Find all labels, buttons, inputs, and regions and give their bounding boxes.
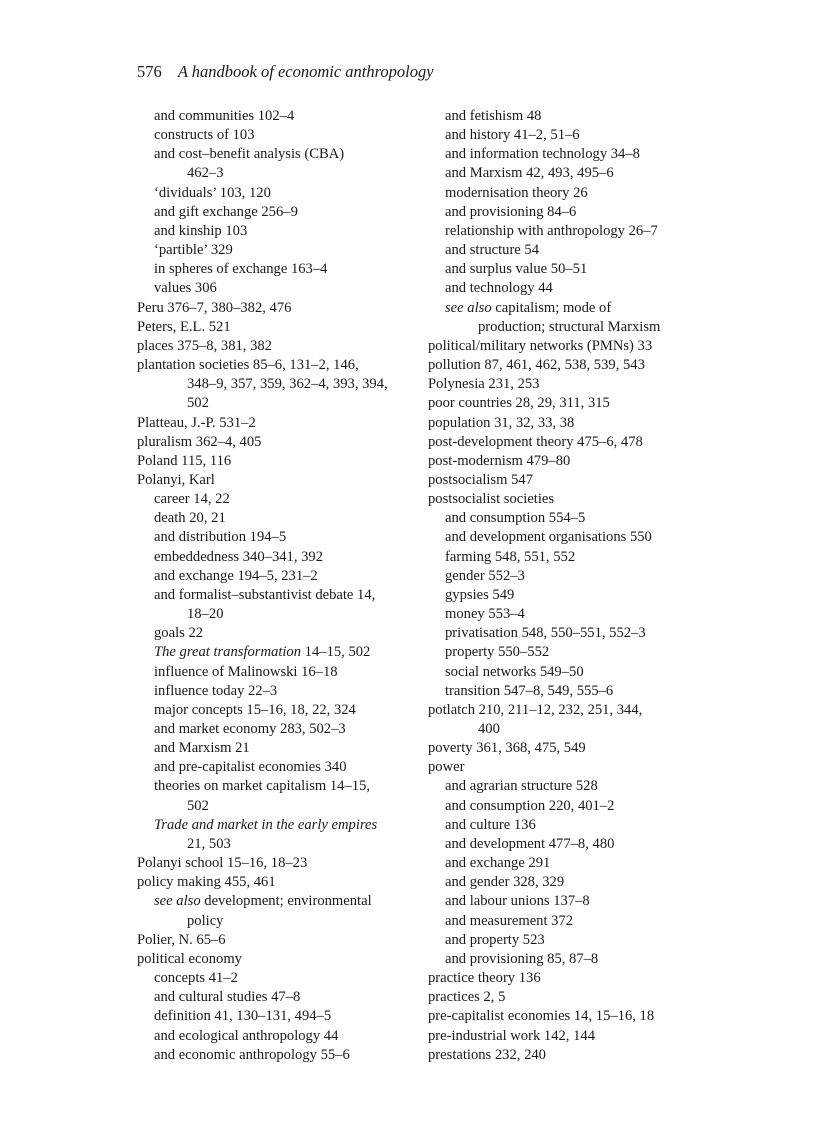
index-entry <box>428 969 700 988</box>
index-entry <box>137 854 412 873</box>
index-subentry <box>428 184 700 203</box>
entry-text: and development 477–8, 480 <box>445 835 615 852</box>
index-subentry <box>428 279 700 298</box>
index-column-right <box>428 107 700 1065</box>
index-entry <box>137 873 412 892</box>
index-subentry <box>428 586 700 605</box>
index-subentry <box>428 643 700 662</box>
entry-text: and history 41–2, 51–6 <box>445 127 580 144</box>
entry-text: development; environmental <box>200 893 372 910</box>
entry-text: pre-industrial work 142, 144 <box>428 1027 595 1044</box>
entry-text: postsocialism 547 <box>428 471 533 488</box>
index-subentry <box>428 107 700 126</box>
entry-text: political economy <box>137 950 242 967</box>
entry-text: and distribution 194–5 <box>154 529 287 546</box>
index-subentry <box>428 777 700 796</box>
entry-text: and market economy 283, 502–3 <box>154 721 346 737</box>
entry-text: goals 22 <box>154 625 204 642</box>
entry-text: gypsies 549 <box>445 586 515 603</box>
index-subentry <box>137 203 412 222</box>
entry-text: 21, 503 <box>187 835 231 852</box>
italic-title: see also <box>445 299 492 316</box>
entry-text: influence of Malinowski 16–18 <box>154 663 338 680</box>
index-entry <box>428 701 700 720</box>
entry-text: ‘dividuals’ 103, 120 <box>154 184 271 201</box>
entry-text: 502 <box>187 395 209 412</box>
entry-text: and economic anthropology 55–6 <box>154 1046 350 1063</box>
index-entry <box>137 337 412 356</box>
index-subentry <box>428 816 700 835</box>
entry-text: pollution 87, 461, 462, 538, 539, 543 <box>428 357 645 374</box>
entry-text: and cultural studies 47–8 <box>154 989 301 1006</box>
index-entry <box>137 318 412 337</box>
index-entry <box>428 1007 700 1026</box>
entry-text: practice theory 136 <box>428 970 541 987</box>
entry-text: prestations 232, 240 <box>428 1046 546 1063</box>
index-entry <box>137 433 412 452</box>
entry-text: influence today 22–3 <box>154 682 278 699</box>
index-subentry <box>137 1046 412 1065</box>
entry-text: and Marxism 42, 493, 495–6 <box>445 165 614 182</box>
index-subentry <box>428 892 700 911</box>
index-subentry <box>428 912 700 931</box>
index-subentry <box>428 950 700 969</box>
index-entry <box>428 988 700 1007</box>
entry-text: plantation societies 85–6, 131–2, 146, <box>137 357 359 374</box>
entry-text: social networks 549–50 <box>445 663 584 680</box>
entry-text: modernisation theory 26 <box>445 184 588 201</box>
entry-text: and consumption 220, 401–2 <box>445 797 615 814</box>
entry-text: major concepts 15–16, 18, 22, 324 <box>154 701 356 718</box>
entry-text: postsocialist societies <box>428 491 555 508</box>
entry-text: power <box>428 759 465 776</box>
index-subentry <box>428 299 700 318</box>
index-subentry <box>137 1007 412 1026</box>
entry-text: potlatch 210, 211–12, 232, 251, 344, <box>428 701 643 718</box>
entry-text: pre-capitalist economies 14, 15–16, 18 <box>428 1008 655 1025</box>
entry-text: and information technology 34–8 <box>445 146 640 163</box>
index-entry <box>137 299 412 318</box>
entry-text: and technology 44 <box>445 280 553 297</box>
entry-text: and consumption 554–5 <box>445 510 586 527</box>
index-continuation <box>428 318 700 337</box>
entry-text: 18–20 <box>187 606 224 623</box>
index-continuation <box>137 605 412 624</box>
entry-text: relationship with anthropology 26–7 <box>445 222 658 239</box>
entry-text: transition 547–8, 549, 555–6 <box>445 682 614 699</box>
entry-text: 348–9, 357, 359, 362–4, 393, 394, <box>187 376 388 393</box>
index-entry <box>137 356 412 375</box>
index-subentry <box>428 663 700 682</box>
index-subentry <box>428 605 700 624</box>
entry-text: ‘partible’ 329 <box>154 242 233 259</box>
italic-title: see also <box>154 893 201 910</box>
entry-text: Platteau, J.-P. 531–2 <box>137 414 256 431</box>
index-subentry <box>428 203 700 222</box>
entry-text: post-modernism 479–80 <box>428 452 571 469</box>
index-subentry <box>137 988 412 1007</box>
index-subentry <box>428 624 700 643</box>
index-entry <box>137 950 412 969</box>
index-entry <box>428 471 700 490</box>
entry-text: embeddedness 340–341, 392 <box>154 548 324 565</box>
page-number: 576 <box>137 62 162 81</box>
index-continuation <box>137 164 412 183</box>
index-subentry <box>428 682 700 701</box>
entry-text: and surplus value 50–51 <box>445 261 588 278</box>
index-entry <box>428 739 700 758</box>
index-entry <box>137 452 412 471</box>
entry-text: policy <box>187 912 224 929</box>
book-title: A handbook of economic anthropology <box>177 62 434 81</box>
entry-text: and gender 328, 329 <box>445 874 565 891</box>
entry-text: in spheres of exchange 163–4 <box>154 261 328 278</box>
index-subentry <box>137 490 412 509</box>
index-entry <box>137 414 412 433</box>
entry-text: property 550–552 <box>445 644 550 661</box>
index-entry <box>137 471 412 490</box>
entry-text: and pre-capitalist economies 340 <box>154 759 347 776</box>
entry-text: constructs of 103 <box>154 127 255 144</box>
index-subentry <box>428 241 700 260</box>
entry-text: 462–3 <box>187 165 224 182</box>
entry-text: and kinship 103 <box>154 222 248 239</box>
entry-text: and property 523 <box>445 931 545 948</box>
index-subentry <box>428 509 700 528</box>
index-subentry <box>428 835 700 854</box>
index-entry <box>428 337 700 356</box>
index-entry <box>428 394 700 413</box>
entry-text: policy making 455, 461 <box>137 874 276 891</box>
entry-text: and structure 54 <box>445 242 540 259</box>
index-entry <box>428 758 700 777</box>
italic-title: The great transformation <box>154 644 302 661</box>
index-subentry <box>137 528 412 547</box>
entry-text: practices 2, 5 <box>428 989 506 1006</box>
entry-text: Polanyi school 15–16, 18–23 <box>137 855 308 872</box>
entry-text: and exchange 194–5, 231–2 <box>154 567 318 584</box>
entry-text: privatisation 548, 550–551, 552–3 <box>445 625 646 642</box>
index-subentry <box>137 260 412 279</box>
index-entry <box>428 414 700 433</box>
index-subentry <box>137 777 412 796</box>
entry-text: 502 <box>187 797 209 814</box>
index-subentry <box>137 892 412 911</box>
index-entry <box>428 433 700 452</box>
index-subentry <box>137 241 412 260</box>
entry-text: theories on market capitalism 14–15, <box>154 778 371 795</box>
entry-text: political/military networks (PMNs) 33 <box>428 337 653 354</box>
entry-text: and fetishism 48 <box>445 108 542 124</box>
index-subentry <box>137 145 412 164</box>
entry-text: Polanyi, Karl <box>137 471 215 488</box>
entry-text: Peru 376–7, 380–382, 476 <box>137 299 292 316</box>
entry-text: farming 548, 551, 552 <box>445 548 576 565</box>
index-subentry <box>137 739 412 758</box>
index-subentry <box>137 643 412 662</box>
italic-title: Trade and market in the early empires <box>154 816 378 833</box>
index-subentry <box>428 528 700 547</box>
index-continuation <box>428 720 700 739</box>
entry-text: and Marxism 21 <box>154 740 250 757</box>
index-entry <box>428 375 700 394</box>
entry-text: post-development theory 475–6, 478 <box>428 433 643 450</box>
entry-text: Polier, N. 65–6 <box>137 931 226 948</box>
entry-text: places 375–8, 381, 382 <box>137 337 272 354</box>
entry-text: death 20, 21 <box>154 510 226 527</box>
index-entry <box>137 931 412 950</box>
entry-text: and communities 102–4 <box>154 108 295 124</box>
entry-text: 400 <box>478 721 500 737</box>
index-subentry <box>428 126 700 145</box>
index-subentry <box>428 164 700 183</box>
index-entry <box>428 452 700 471</box>
entry-text: population 31, 32, 33, 38 <box>428 414 575 431</box>
index-subentry <box>428 145 700 164</box>
index-continuation <box>137 912 412 931</box>
index-subentry <box>137 969 412 988</box>
entry-text: gender 552–3 <box>445 567 525 584</box>
index-subentry <box>137 663 412 682</box>
entry-text: Poland 115, 116 <box>137 452 232 469</box>
index-continuation <box>137 375 412 394</box>
index-entry <box>428 1046 700 1065</box>
index-subentry <box>137 624 412 643</box>
index-subentry <box>137 567 412 586</box>
entry-text: and agrarian structure 528 <box>445 778 598 795</box>
index-continuation <box>137 835 412 854</box>
entry-text: production; structural Marxism <box>478 318 661 335</box>
index-subentry <box>137 682 412 701</box>
index-subentry <box>137 548 412 567</box>
entry-text: 14–15, 502 <box>301 644 371 661</box>
index-subentry <box>137 184 412 203</box>
index-subentry <box>428 931 700 950</box>
index-subentry <box>137 222 412 241</box>
index-subentry <box>428 567 700 586</box>
index-subentry <box>137 816 412 835</box>
index-continuation <box>137 797 412 816</box>
index-subentry <box>137 279 412 298</box>
entry-text: and exchange 291 <box>445 855 551 872</box>
index-subentry <box>137 1027 412 1046</box>
index-entry <box>428 1027 700 1046</box>
index-subentry <box>137 720 412 739</box>
entry-text: capitalism; mode of <box>491 299 612 316</box>
entry-text: and cost–benefit analysis (CBA) <box>154 146 345 163</box>
entry-text: money 553–4 <box>445 606 525 623</box>
entry-text: pluralism 362–4, 405 <box>137 433 262 450</box>
entry-text: definition 41, 130–131, 494–5 <box>154 1008 332 1025</box>
entry-text: and culture 136 <box>445 816 536 833</box>
running-header <box>137 61 434 83</box>
index-subentry <box>137 586 412 605</box>
entry-text: and formalist–substantivist debate 14, <box>154 586 376 603</box>
entry-text: poverty 361, 368, 475, 549 <box>428 740 586 757</box>
index-continuation <box>137 394 412 413</box>
index-entry <box>428 490 700 509</box>
index-column-left <box>137 107 412 1065</box>
entry-text: Peters, E.L. 521 <box>137 318 231 335</box>
index-subentry <box>137 758 412 777</box>
index-subentry <box>137 126 412 145</box>
entry-text: career 14, 22 <box>154 491 230 508</box>
index-subentry <box>428 797 700 816</box>
index-subentry <box>137 107 412 126</box>
entry-text: values 306 <box>154 280 217 297</box>
index-subentry <box>137 509 412 528</box>
index-subentry <box>428 873 700 892</box>
index-subentry <box>428 222 700 241</box>
entry-text: and gift exchange 256–9 <box>154 203 298 220</box>
index-subentry <box>428 260 700 279</box>
entry-text: and development organisations 550 <box>445 529 652 546</box>
entry-text: poor countries 28, 29, 311, 315 <box>428 395 610 412</box>
index-entry <box>428 356 700 375</box>
entry-text: and labour unions 137–8 <box>445 893 590 910</box>
entry-text: and ecological anthropology 44 <box>154 1027 339 1044</box>
entry-text: and provisioning 84–6 <box>445 203 577 220</box>
index-subentry <box>428 548 700 567</box>
entry-text: and measurement 372 <box>445 912 574 929</box>
index-subentry <box>137 701 412 720</box>
entry-text: concepts 41–2 <box>154 970 238 987</box>
entry-text: and provisioning 85, 87–8 <box>445 950 599 967</box>
index-subentry <box>428 854 700 873</box>
entry-text: Polynesia 231, 253 <box>428 376 540 393</box>
